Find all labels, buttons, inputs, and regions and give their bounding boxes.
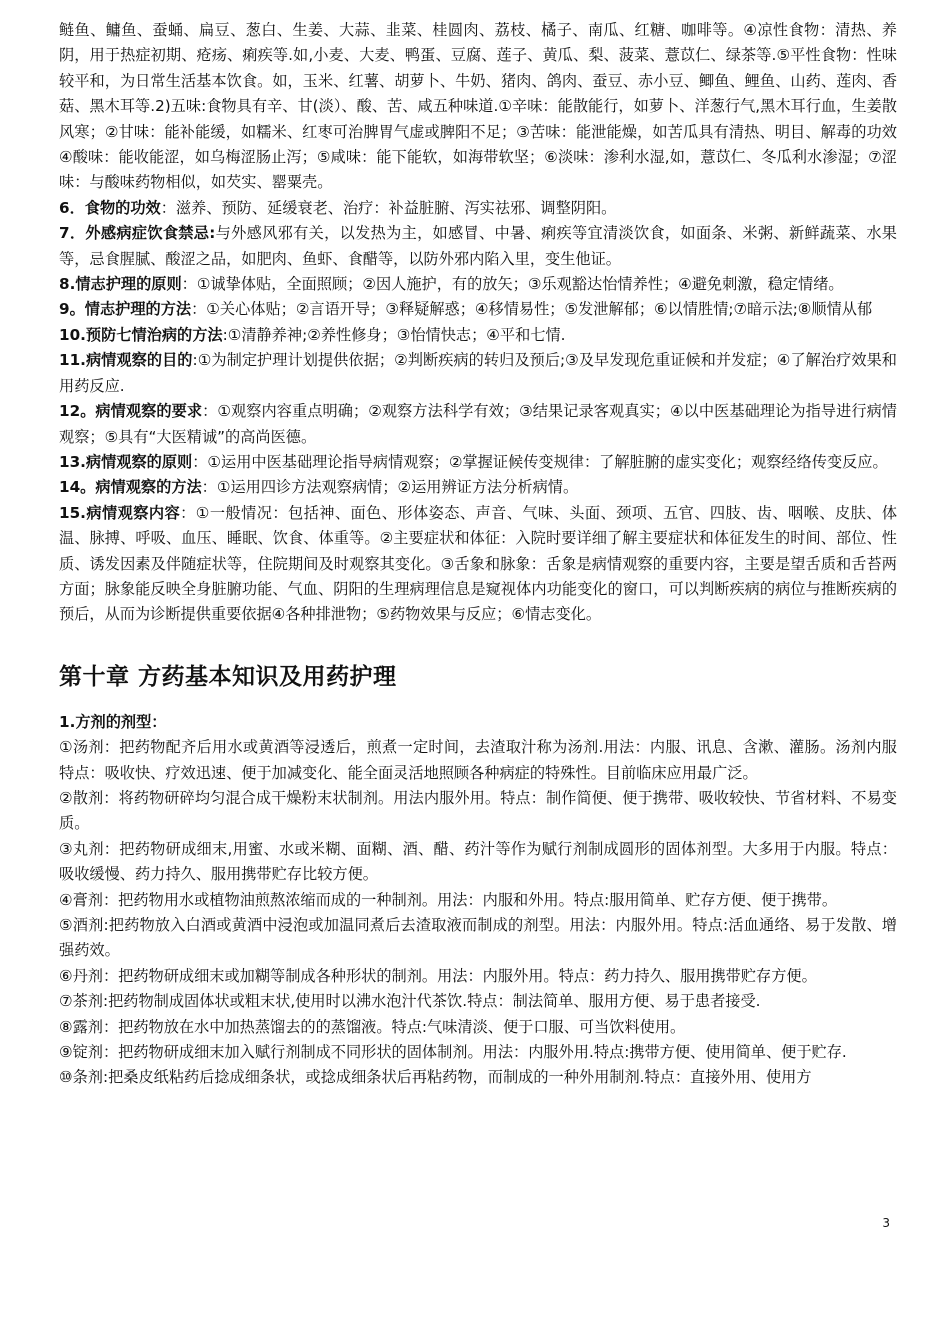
item-label: 14。病情观察的方法 [59,478,202,497]
document-page [59,18,897,1091]
form-item: ④膏剂：把药物用水或植物油煎熬浓缩而成的一种制剂。用法：内服和外用。特点:服用简单、贮存方便、便于携带。 [59,890,838,909]
item-label: 12。病情观察的要求 [59,402,203,421]
item-sep: ： [181,275,197,294]
item-text: ①关心体贴；②言语开导；③释疑解惑；④移情易性；⑤发泄解郁；⑥以情胜情;⑦暗示法;⑧顺情从郁 [206,300,873,319]
item-sep: ： [160,198,176,217]
item-label: 7．外感病症饮食禁忌: [59,224,216,243]
section-title: 1.方剂的剂型： [59,712,167,731]
item-label: 13.病情观察的原则 [59,452,193,471]
form-item: ⑤酒剂:把药物放入白酒或黄酒中浸泡或加温同煮后去渣取液而制成的剂型。用法：内服外用。特点:活血通络、易于发散、增强药效。 [59,916,897,960]
item-sep: : [192,351,198,370]
item-text: ①观察内容重点明确；②观察方法科学有效；③结果记录客观真实；④以中医基础理论为指导进行病情观察；⑤具有“大医精诚”的高尚医德。 [59,402,897,446]
item-sep: ： [202,402,218,421]
item-label: 15.病情观察内容 [59,503,181,522]
item-8 [59,272,897,297]
item-9 [59,297,897,322]
form-item: ⑩条剂:把桑皮纸粘药后捻成细条状，或捻成细条状后再粘药物，而制成的一种外用制剂.特点：直接外用、使用方 [59,1068,812,1087]
item-sep: ： [191,300,207,319]
form-item: ⑨锭剂：把药物研成细末加入赋行剂制成不同形状的固体制剂。用法：内服外用.特点:携带方便、使用简单、便于贮存. [59,1043,847,1062]
item-7 [59,221,897,272]
item-text: ①运用中医基础理论指导病情观察；②掌握证候传变规律：了解脏腑的虚实变化；观察经络传变反应。 [207,452,888,471]
item-label: 8.情志护理的原则 [59,275,182,294]
item-13 [59,450,897,475]
item-label: 6．食物的功效 [59,198,161,217]
item-12 [59,399,897,450]
item-text: ①一般情况：包括神、面色、形体姿态、声音、气味、头面、颈项、五官、四肢、齿、咽喉、皮肤、体温、脉搏、呼吸、血压、睡眠、饮食、体重等。②主要症状和体征：入院时要详细了解主要症状和体征发生的时间、部位、性质、诱发因素及伴随症状等，住院期间及时观察其变化。③舌象和脉象：舌象是病情观察的重要内容，主要是望舌质和舌苔两方面；脉象能反映全身脏腑功能、气血、阴阳的生理病理信息是窥视体内功能变化的窗口，可以判断疾病的病位与推断疾病的预后，从而为诊断提供重要依据④各种排泄物；⑤药物效果与反应；⑥情志变化。 [59,503,898,624]
item-11 [59,348,897,399]
item-text: ①诚挚体贴，全面照顾；②因人施护，有的放矢；③乐观豁达怡情养性；④避免刺激，稳定情绪。 [196,275,844,294]
numbered-items [59,196,897,628]
chapter-title: 第十章 方药基本知识及用药护理 [59,663,397,690]
form-item: ②散剂：将药物研碎均匀混合成干燥粉末状制剂。用法内服外用。特点：制作简便、便于携带、吸收较快、节省材料、不易变质。 [59,788,897,833]
item-label: 10.预防七情治病的方法 [59,325,223,344]
item-label: 11.病情观察的目的 [59,351,193,370]
item-10 [59,323,897,348]
item-sep: ： [201,478,217,497]
item-text: ①清静养神;②养性修身；③怡情快志；④平和七情. [227,325,566,344]
item-14 [59,475,897,500]
item-sep: ： [180,503,196,522]
form-item: ③丸剂：把药物研成细末,用蜜、水或米糊、面糊、酒、醋、药汁等作为赋行剂制成圆形的固体剂型。大多用于内服。特点：吸收缓慢、药力持久、服用携带贮存比较方便。 [59,839,897,884]
item-text: ①为制定护理计划提供依据；②判断疾病的转归及预后;③及早发现危重证候和并发症；④了解治疗效果和用药反应. [59,351,897,395]
form-item: ⑧露剂：把药物放在水中加热蒸馏去的的蒸馏液。特点:气味清淡、便于口服、可当饮料使用。 [59,1017,686,1036]
form-item: ⑥丹剂：把药物研成细末或加糊等制成各种形状的制剂。用法：内服外用。特点：药力持久、服用携带贮存方便。 [59,966,817,985]
form-item: ⑦茶剂:把药物制成固体状或粗末状,使用时以沸水泡汁代茶饮.特点：制法简单、服用方便、易于患者接受. [59,992,761,1011]
item-sep: ： [192,452,208,471]
item-label: 9。情志护理的方法 [59,300,192,319]
form-item: ①汤剂：把药物配齐后用水或黄酒等浸透后，煎煮一定时间，去渣取汁称为汤剂.用法：内服、讯息、含漱、灌肠。汤剂内服特点：吸收快、疗效迅速、便于加减变化、能全面灵活地照顾各种病症的特殊性。目前临床应用最广泛。 [59,738,897,782]
item-sep: : [222,325,228,344]
item-text: ①运用四诊方法观察病情；②运用辨证方法分析病情。 [216,478,579,497]
page-number: 3 [882,1216,890,1230]
intro-paragraph: 鲢鱼、鳙鱼、蚕蛹、扁豆、葱白、生姜、大蒜、韭菜、桂圆肉、荔枝、橘子、南瓜、红糖、咖啡等。④凉性食物：清热、养阴，用于热症初期、疮疡、痢疾等.如,小麦、大麦、鸭蛋、豆腐、莲子、黄瓜、梨、菠菜、薏苡仁、绿茶等.⑤平性食物：性味较平和，为日常生活基本饮食。如，玉米、红薯、胡萝卜、牛奶、猪肉、鸽肉、蚕豆、赤小豆、鲫鱼、鲤鱼、山药、莲肉、香菇、黑木耳等.2)五味:食物具有辛、甘(淡）、酸、苦、咸五种味道.①辛味：能散能行，如萝卜、洋葱行气,黑木耳行血，生姜散风寒；②甘味：能补能缓，如糯米、红枣可治脾胃气虚或脾阳不足；③苦味：能泄能燥，如苦瓜具有清热、明目、解毒的功效④酸味：能收能涩，如乌梅涩肠止泻；⑤咸味：能下能软，如海带软坚；⑥淡味：渗利水湿,如，薏苡仁、冬瓜利水渗湿；⑦涩味：与酸味药物相似，如芡实、罂粟壳。 [59,21,897,192]
item-15 [59,501,897,628]
item-6 [59,196,897,221]
item-text: 滋养、预防、延缓衰老、治疗：补益脏腑、泻实祛邪、调整阴阳。 [175,198,617,217]
dosage-forms-list [59,735,897,1091]
item-text: 与外感风邪有关，以发热为主，如感冒、中暑、痢疾等宜清淡饮食，如面条、米粥、新鲜蔬菜、水果等，忌食腥腻、酸涩之品，如肥肉、鱼虾、食醋等，以防外邪内陷入里，变生他证。 [59,224,897,268]
